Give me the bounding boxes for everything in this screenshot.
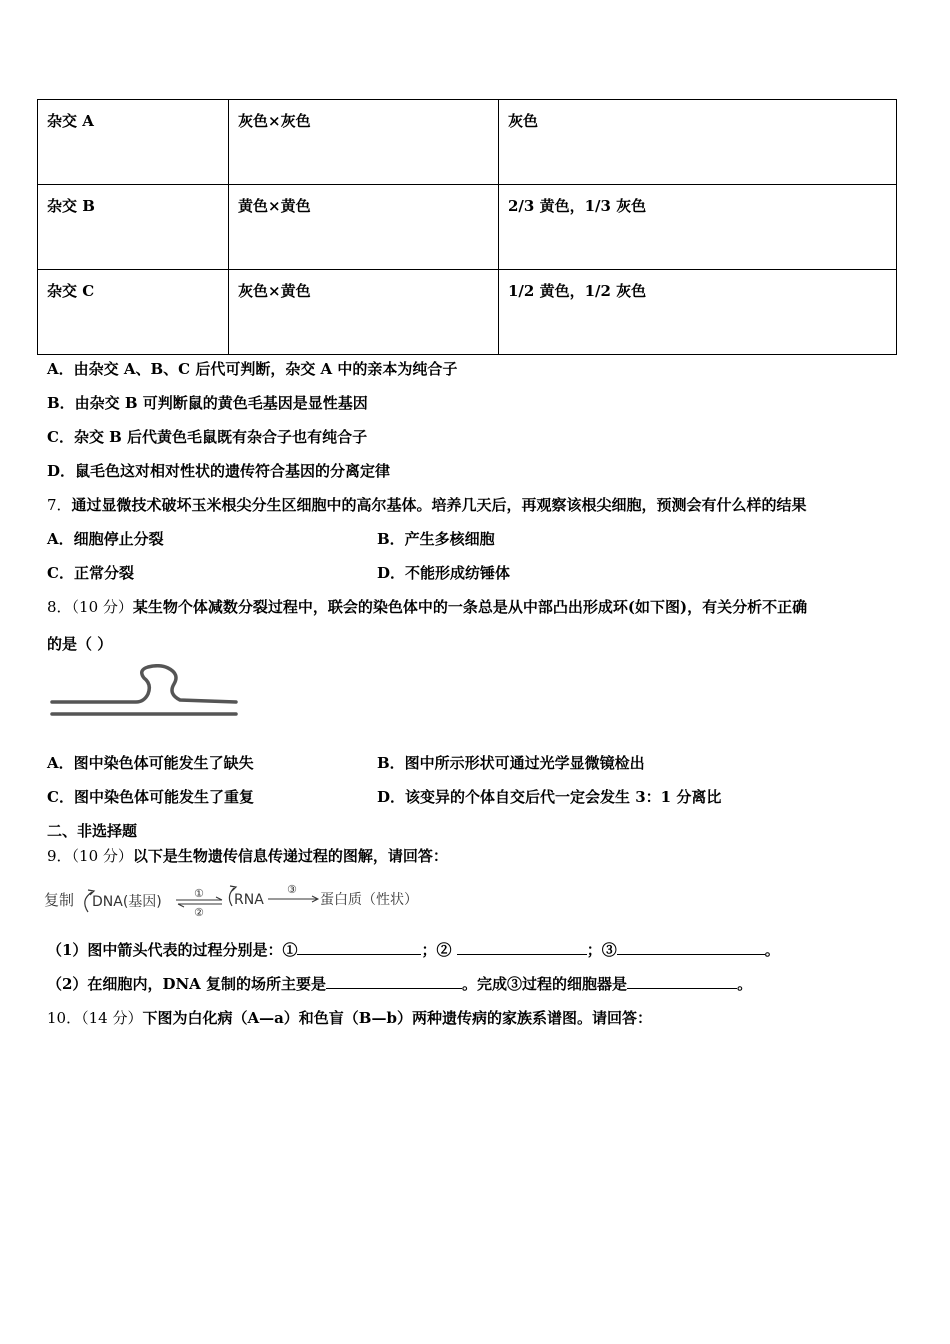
cross-offspring: 灰色	[499, 100, 897, 185]
answer-blank-1[interactable]	[297, 940, 421, 955]
q8-text: 某生物个体减数分裂过程中，联会的染色体中的一条总是从中部凸出形成环(如下图)，有关分析不正确	[132, 598, 808, 616]
q8-stem-line2: 的是（ ）	[47, 635, 113, 653]
q9-sub1-end: 。	[764, 941, 780, 959]
answer-blank-5[interactable]	[627, 974, 737, 989]
answer-blank-3[interactable]	[617, 940, 765, 955]
diagram-arrow1-label: ①	[194, 887, 204, 900]
q9-number: 9．	[47, 847, 72, 865]
answer-blank-4[interactable]	[326, 974, 462, 989]
q8-option-b: B．图中所示形状可通过光学显微镜检出	[377, 754, 645, 772]
table-row	[38, 185, 897, 270]
diagram-replication-label: 复制	[44, 891, 75, 909]
q10-number: 10．	[47, 1009, 82, 1027]
q9-sub1-marker2: ②	[436, 941, 452, 959]
q9-sub1-marker3: ③	[601, 941, 617, 959]
q10-text: 下图为白化病（A—a）和色盲（B—b）两种遗传病的家族系谱图。请回答：	[142, 1009, 652, 1027]
q7-option-c: C．正常分裂	[47, 564, 134, 582]
cross-name: 杂交 A	[38, 100, 229, 185]
q6-option-c: C．杂交 B 后代黄色毛鼠既有杂合子也有纯合子	[47, 428, 368, 446]
cross-parents: 灰色×黄色	[229, 270, 499, 355]
q9-sub2-text: DNA 复制的场所主要是	[162, 975, 327, 993]
q7-number: 7．	[47, 496, 72, 514]
q9-stem	[47, 845, 448, 866]
diagram-rna-label: RNA	[234, 892, 264, 908]
cross-name: 杂交 B	[38, 185, 229, 270]
q9-sub2-end: 。	[737, 975, 753, 993]
q6-option-a: A．由杂交 A、B、C 后代可判断，杂交 A 中的亲本为纯合子	[47, 360, 458, 378]
table-row	[38, 100, 897, 185]
section-title: 二、非选择题	[47, 822, 138, 840]
q7-option-b: B．产生多核细胞	[377, 530, 495, 548]
cross-parents: 黄色×黄色	[229, 185, 499, 270]
q9-sub1-label: （1）图中箭头代表的过程分别是：	[47, 941, 283, 959]
q7-option-d: D．不能形成纺锤体	[377, 564, 511, 582]
q9-sub1-marker1: ①	[282, 941, 298, 959]
q6-option-b: B．由杂交 B 可判断鼠的黄色毛基因是显性基因	[47, 394, 368, 412]
q8-option-d: D．该变异的个体自交后代一定会发生 3：1 分离比	[377, 788, 722, 806]
q9-sub1	[47, 939, 780, 960]
q6-option-d: D．鼠毛色这对相对性状的遗传符合基因的分离定律	[47, 462, 391, 480]
q8-option-c: C．图中染色体可能发生了重复	[47, 788, 254, 806]
diagram-arrow3-label: ③	[287, 883, 297, 896]
q10-score: （14 分）	[81, 1009, 143, 1027]
gene-expression-diagram	[44, 880, 444, 920]
replication-arc-icon	[85, 892, 92, 912]
q8-stem	[47, 596, 807, 617]
q9-sub2-text3: 。完成③过程的细胞器是	[462, 975, 628, 993]
q7-option-a: A．细胞停止分裂	[47, 530, 164, 548]
q8-option-a: A．图中染色体可能发生了缺失	[47, 754, 254, 772]
q9-sub1-sep1: ；	[421, 941, 437, 959]
q7-text: 通过显微技术破坏玉米根尖分生区细胞中的高尔基体。培养几天后，再观察该根尖细胞，预测会有什么样的结果	[71, 496, 807, 514]
diagram-dna-label: DNA(基因)	[92, 894, 162, 910]
chromosome-top-strand	[52, 666, 236, 702]
q9-sub2	[47, 973, 752, 994]
cross-table	[37, 99, 897, 355]
q9-score: （10 分）	[71, 847, 133, 865]
q9-text: 以下是生物遗传信息传递过程的图解，请回答：	[132, 847, 448, 865]
q9-sub1-sep2: ；	[586, 941, 602, 959]
cross-offspring: 2/3 黄色，1/3 灰色	[499, 185, 897, 270]
q7-stem	[47, 494, 807, 515]
cross-parents: 灰色×灰色	[229, 100, 499, 185]
answer-blank-2[interactable]	[457, 940, 587, 955]
q9-sub2-label: （2）在细胞内，	[47, 975, 163, 993]
diagram-arrow2-label: ②	[194, 906, 204, 919]
q8-score: （10 分）	[71, 598, 133, 616]
diagram-protein-label: 蛋白质（性状）	[320, 892, 418, 908]
q8-number: 8．	[47, 598, 72, 616]
q10-stem	[47, 1007, 652, 1028]
cross-name: 杂交 C	[38, 270, 229, 355]
table-row	[38, 270, 897, 355]
cross-offspring: 1/2 黄色，1/2 灰色	[499, 270, 897, 355]
chromosome-loop-figure	[48, 664, 240, 720]
